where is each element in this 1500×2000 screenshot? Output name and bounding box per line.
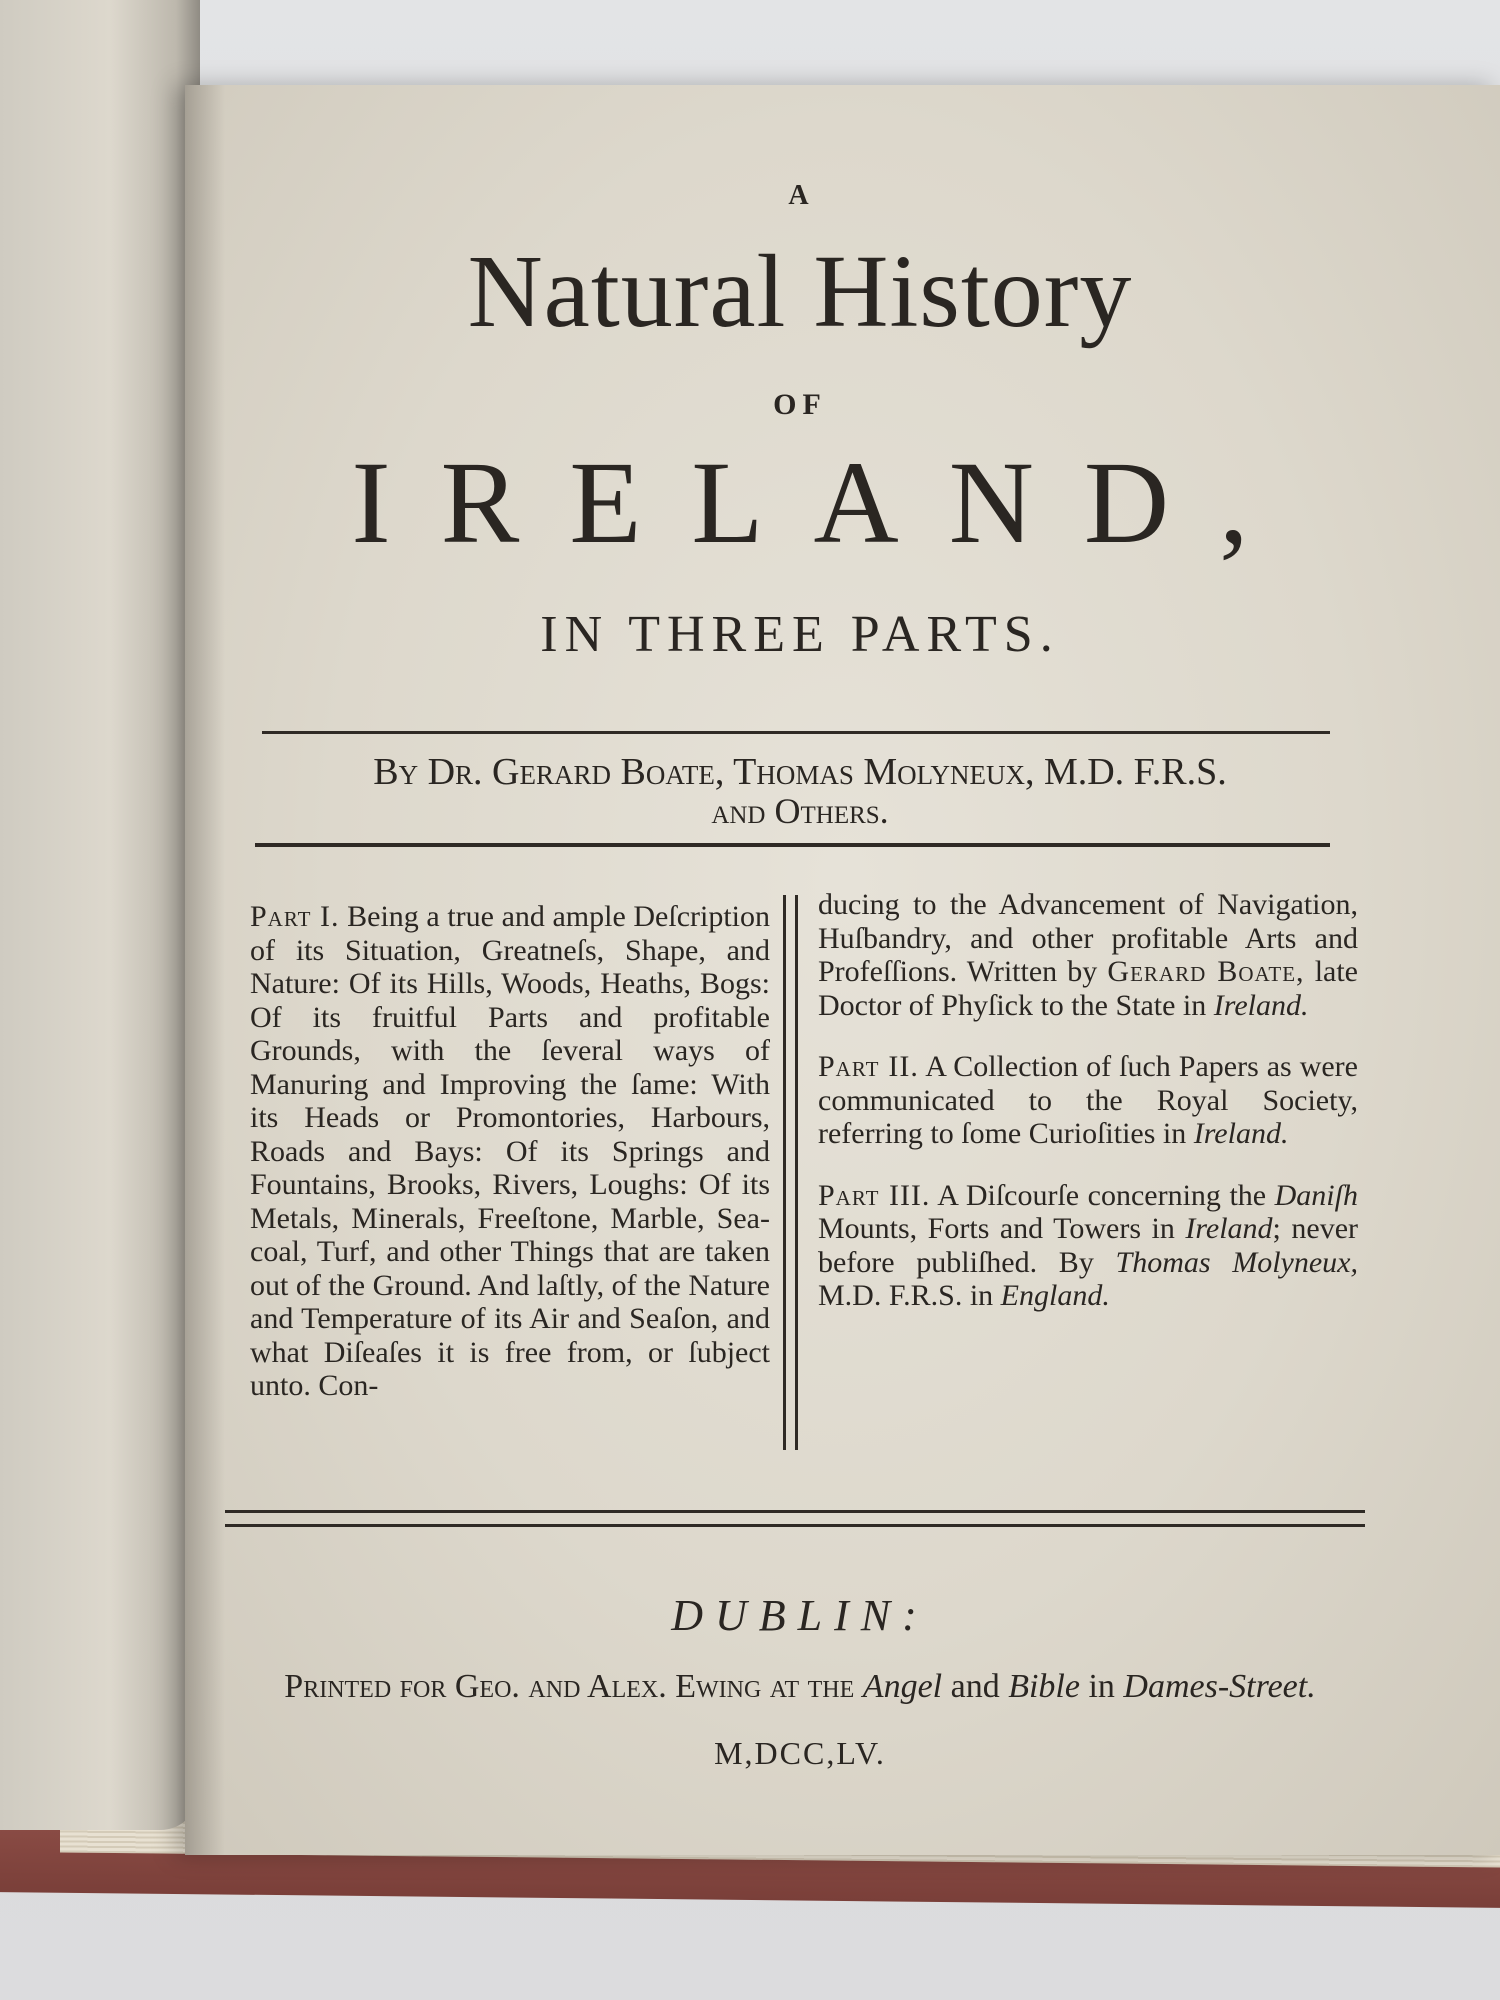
part-three-text-3: ; never before publiſhed. By	[818, 1212, 1358, 1279]
part-one-text: Being a true and ample Deſcription of its Situation, Greatneſs, Shape, and Nature: Of its Hills, Woods, Heaths, Bogs: Of its fruitful Parts and profitable Grounds, with the ſeveral ways of Manuring and Improving the ſame: With its Heads or Promontories, Harbours, Roads and Bays: Of its Springs and Fountains, Brooks, Rivers, Loughs: Of its Metals, Minerals, Freeſtone, Marble, Sea-coal, Turf, and other Things that are taken out of the Ground. And laſtly, of the Nature and Temperature of its Air and Seaſon, and what Diſeaſes it is free from, or ſubject unto. Con-	[250, 900, 771, 1402]
part-one-column	[250, 900, 770, 1403]
printer-in: in	[1088, 1668, 1115, 1705]
imprint-printer	[220, 1668, 1380, 1706]
part-one-cont-text-2: late Doctor of Phyſick to the State in	[818, 955, 1358, 1022]
printer-bible: Bible	[1008, 1668, 1080, 1705]
part-three-label: Part III.	[818, 1178, 931, 1212]
imprint-city: DUBLIN:	[671, 1591, 929, 1640]
title-article: A	[788, 180, 812, 211]
parts-right-column	[818, 888, 1358, 1313]
part-one-place: Ireland.	[1213, 988, 1309, 1022]
part-three-place: Ireland	[1185, 1212, 1273, 1245]
rule-bottom-1	[225, 1510, 1365, 1513]
column-divider-left	[783, 895, 786, 1450]
part-three	[818, 1179, 1358, 1313]
rule-top	[262, 731, 1330, 734]
title-of: OF	[773, 388, 827, 421]
imprint-date: M,DCC,LV.	[714, 1735, 886, 1771]
printer-angel: Angel	[862, 1668, 943, 1705]
part-one-author: Gerard Boate,	[1107, 955, 1305, 988]
part-three-text-4: M.D. F.R.S. in	[818, 1279, 994, 1312]
part-two	[818, 1050, 1358, 1151]
authors-line-1: By Dr. Gerard Boate, Thomas Molyneux, M.D. F.R.S.	[373, 751, 1227, 793]
rule-under-authors	[255, 843, 1330, 847]
part-three-text: A Diſcourſe concerning the	[937, 1178, 1267, 1212]
part-two-place: Ireland.	[1193, 1117, 1289, 1150]
part-three-text-2: Mounts, Forts and Towers in	[818, 1212, 1175, 1245]
part-three-country: England.	[1000, 1279, 1110, 1312]
part-two-label: Part II.	[818, 1050, 919, 1083]
title-country: IRELAND,	[351, 437, 1299, 568]
part-one-cont-text: ducing to the Advancement of Navigation, Huſbandry, and other profitable Arts and Profeſſions. Written by	[818, 888, 1358, 988]
printer-text: Printed for Geo. and Alex. Ewing at the	[284, 1668, 855, 1705]
left-page	[0, 0, 200, 1830]
printer-street: Dames-Street.	[1123, 1668, 1316, 1705]
book-gutter	[185, 85, 225, 1855]
book-title: Natural History	[467, 234, 1133, 349]
subtitle: IN THREE PARTS.	[540, 606, 1060, 663]
part-three-danish: Daniſh	[1274, 1178, 1358, 1212]
rule-bottom-2	[225, 1524, 1365, 1527]
column-divider-right	[795, 895, 798, 1450]
part-two-text: A Collection of ſuch Papers as were communicated to the Royal Society, referring to ſome Curioſities in	[818, 1050, 1358, 1150]
printer-and: and	[950, 1668, 1000, 1705]
part-three-author: Thomas Molyneux,	[1115, 1245, 1358, 1279]
part-one-label: Part I.	[250, 900, 340, 933]
authors-line-2: and Others.	[711, 791, 889, 831]
part-one-continued	[818, 888, 1358, 1022]
